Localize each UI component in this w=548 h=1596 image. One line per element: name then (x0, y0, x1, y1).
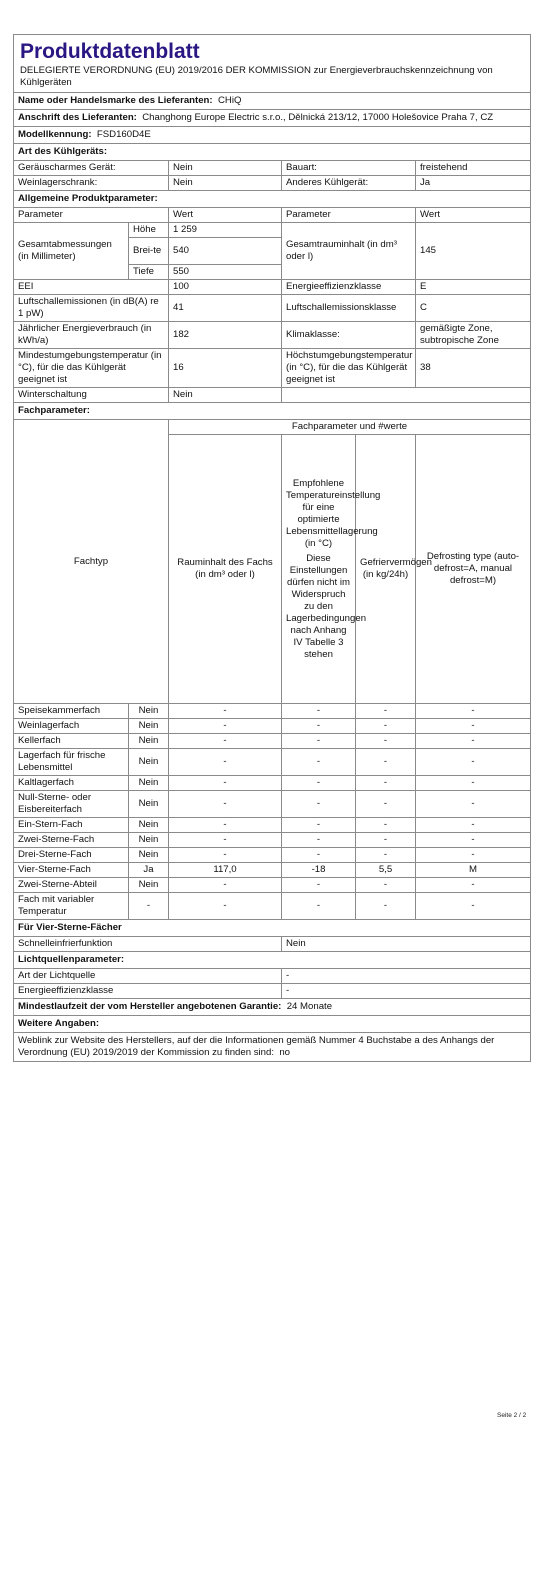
compartment-present: Nein (129, 704, 169, 719)
compartment-temp: - (282, 893, 356, 920)
param-value: 41 (169, 295, 282, 322)
compartment-row (14, 833, 531, 848)
supplier-row (14, 93, 531, 110)
compartment-volume: - (169, 833, 282, 848)
compartment-volume: - (169, 734, 282, 749)
dimension-name: Brei-te (129, 238, 169, 265)
page-number: Seite 2 / 2 (497, 1412, 527, 1419)
compartment-freeze: - (356, 734, 416, 749)
compartment-name: Ein-Stern-Fach (14, 818, 129, 833)
light-heading: Lichtquellenparameter: (14, 952, 531, 969)
compartment-temp: - (282, 704, 356, 719)
further-heading: Weitere Angaben: (14, 1016, 531, 1033)
compartment-temp: - (282, 776, 356, 791)
compartment-freeze: - (356, 704, 416, 719)
param-col-header: Parameter (14, 208, 169, 223)
light-source-value: - (282, 969, 531, 984)
compartment-freeze: - (356, 848, 416, 863)
param-label: Luftschallemissionen (in dB(A) re 1 pW) (14, 295, 169, 322)
light-efficiency-label: Energieeffizienzklasse (14, 984, 282, 999)
dimensions-label: Gesamtabmessungen (in Millimeter) (14, 223, 129, 280)
compartment-name: Zwei-Sterne-Fach (14, 833, 129, 848)
compartment-freeze: - (356, 791, 416, 818)
fast-freeze-value: Nein (282, 937, 531, 952)
compartment-volume: - (169, 776, 282, 791)
compartment-name: Lagerfach für frische Lebensmittel (14, 749, 129, 776)
sheet-title: Produktdatenblatt (20, 40, 200, 63)
param-label: Jährlicher Energieverbrauch (in kWh/a) (14, 322, 169, 349)
warranty-value: 24 Monate (286, 1001, 333, 1012)
dimension-name: Höhe (129, 223, 169, 238)
further-text: Weblink zur Website des Herstellers, auf der die Informationen gemäß Nummer 4 Buchstabe a des Anhangs der Verordnung (EU) 2019/2019 der Kommission zu finden sind: (18, 1035, 495, 1058)
winter-label: Winterschaltung (14, 388, 169, 403)
compartment-name: Kaltlagerfach (14, 776, 129, 791)
compartment-name: Null-Sterne- oder Eisbereiterfach (14, 791, 129, 818)
compartment-defrost: - (416, 704, 531, 719)
compartment-temp: - (282, 833, 356, 848)
dimension-name: Tiefe (129, 265, 169, 280)
total-volume-label: Gesamtrauminhalt (in dm³ oder l) (282, 223, 416, 280)
compartment-volume: - (169, 749, 282, 776)
compartment-volume: - (169, 719, 282, 734)
param-value: 16 (169, 349, 282, 388)
dimension-value: 540 (169, 238, 282, 265)
dimension-value: 550 (169, 265, 282, 280)
compartment-row (14, 734, 531, 749)
param-label: Mindestumgebungstemperatur (in °C), für die das Kühlgerät geeignet ist (14, 349, 169, 388)
compartment-row (14, 719, 531, 734)
compartment-freeze: - (356, 818, 416, 833)
compartment-rows (14, 704, 531, 920)
compartment-present: - (129, 893, 169, 920)
wine-cabinet-label: Weinlagerschrank: (14, 176, 169, 191)
compartment-defrost: - (416, 893, 531, 920)
compartment-defrost: - (416, 833, 531, 848)
compartment-present: Ja (129, 863, 169, 878)
param-value: gemäßigte Zone, subtropische Zone (416, 322, 531, 349)
product-data-sheet (13, 34, 530, 1062)
compartment-volume: - (169, 704, 282, 719)
compartment-name: Drei-Sterne-Fach (14, 848, 129, 863)
compartment-freeze: - (356, 776, 416, 791)
compartment-present: Nein (129, 749, 169, 776)
compartment-present: Nein (129, 833, 169, 848)
compartment-defrost: - (416, 818, 531, 833)
value-col-header: Wert (169, 208, 282, 223)
param-label: EEI (14, 280, 169, 295)
compartment-row (14, 776, 531, 791)
compartment-temp: - (282, 818, 356, 833)
compartment-volume: - (169, 818, 282, 833)
light-efficiency-value: - (282, 984, 531, 999)
model-row (14, 127, 531, 144)
compartment-defrost: - (416, 776, 531, 791)
compartment-row (14, 893, 531, 920)
compartment-name: Fach mit variabler Temperatur (14, 893, 129, 920)
compartment-name: Speisekammerfach (14, 704, 129, 719)
value-col-header-2: Wert (416, 208, 531, 223)
compartment-freeze-header: Gefriervermögen (in kg/24h) (356, 435, 416, 704)
compartment-defrost: - (416, 791, 531, 818)
four-star-heading: Für Vier-Sterne-Fächer (14, 920, 531, 937)
compartment-freeze: - (356, 878, 416, 893)
other-appliance-label: Anderes Kühlgerät: (282, 176, 416, 191)
compartment-freeze: - (356, 719, 416, 734)
winter-value: Nein (169, 388, 282, 403)
supplier-value: CHiQ (217, 95, 242, 106)
compartment-defrost: - (416, 749, 531, 776)
compartment-present: Nein (129, 791, 169, 818)
compartment-row (14, 848, 531, 863)
design-value: freistehend (416, 161, 531, 176)
param-value: 182 (169, 322, 282, 349)
compartment-temp: - (282, 719, 356, 734)
other-appliance-value: Ja (416, 176, 531, 191)
compartment-volume: - (169, 893, 282, 920)
warranty-label: Mindestlaufzeit der vom Hersteller angebotenen Garantie: (18, 1001, 282, 1012)
compartment-defrost: - (416, 734, 531, 749)
compartment-defrost: - (416, 719, 531, 734)
compartment-name: Zwei-Sterne-Abteil (14, 878, 129, 893)
regulation-intro: DELEGIERTE VERORDNUNG (EU) 2019/2016 DER KOMMISSION zur Energieverbrauchskennzeichnung von Kühlgeräten (20, 65, 493, 88)
compartment-name: Vier-Sterne-Fach (14, 863, 129, 878)
compartment-present: Nein (129, 878, 169, 893)
further-info (14, 1033, 531, 1062)
model-value: FSD160D4E (96, 129, 151, 140)
compartment-volume: - (169, 791, 282, 818)
compartment-row (14, 818, 531, 833)
compartment-present: Nein (129, 818, 169, 833)
compartment-temp: -18 (282, 863, 356, 878)
param-value: 100 (169, 280, 282, 295)
empty-cell (282, 388, 531, 403)
temp-header-text: Empfohlene Temperatureinstellung für eine optimierte Lebensmittellagerung (in °C) (286, 477, 381, 549)
compartment-defrost-header: Defrosting type (auto-defrost=A, manual defrost=M) (416, 435, 531, 704)
supplier-label: Name oder Handelsmarke des Lieferanten: (18, 95, 213, 106)
compartment-volume: - (169, 878, 282, 893)
address-label: Anschrift des Lieferanten: (18, 112, 137, 123)
compartment-row (14, 749, 531, 776)
compartment-volume: 117,0 (169, 863, 282, 878)
compartment-present: Nein (129, 719, 169, 734)
compartment-temp: - (282, 848, 356, 863)
address-row (14, 110, 531, 127)
param-value: 38 (416, 349, 531, 388)
fast-freeze-label: Schnelleinfrierfunktion (14, 937, 282, 952)
light-source-label: Art der Lichtquelle (14, 969, 282, 984)
title-block (14, 35, 531, 93)
general-heading: Allgemeine Produktparameter: (14, 191, 531, 208)
compartment-name: Kellerfach (14, 734, 129, 749)
compartment-defrost: M (416, 863, 531, 878)
compartment-defrost: - (416, 848, 531, 863)
low-noise-value: Nein (169, 161, 282, 176)
compartment-freeze: 5,5 (356, 863, 416, 878)
compartment-present: Nein (129, 776, 169, 791)
compartment-freeze: - (356, 749, 416, 776)
compartment-freeze: - (356, 893, 416, 920)
design-label: Bauart: (282, 161, 416, 176)
compartment-heading: Fachparameter: (14, 403, 531, 420)
compartment-row (14, 863, 531, 878)
compartment-row (14, 878, 531, 893)
address-value: Changhong Europe Electric s.r.o., Dělnická 213/12, 17000 Holešovice Praha 7, CZ (142, 112, 494, 123)
low-noise-label: Geräuscharmes Gerät: (14, 161, 169, 176)
total-volume-value: 145 (416, 223, 531, 280)
param-label: Luftschallemissionsklasse (282, 295, 416, 322)
compartment-name: Weinlagerfach (14, 719, 129, 734)
compartment-temp: - (282, 749, 356, 776)
param-value: E (416, 280, 531, 295)
compartment-defrost: - (416, 878, 531, 893)
compartment-temp: - (282, 791, 356, 818)
param-label: Energieeffizienzklasse (282, 280, 416, 295)
param-label: Höchstumgebungstemperatur (in °C), für die das Kühlgerät geeignet ist (282, 349, 416, 388)
compartment-present: Nein (129, 848, 169, 863)
compartment-volume-header: Rauminhalt des Fachs (in dm³ oder l) (169, 435, 282, 704)
model-label: Modellkennung: (18, 129, 92, 140)
compartment-temp: - (282, 878, 356, 893)
warranty-row (14, 999, 531, 1016)
type-section-heading: Art des Kühlgeräts: (14, 144, 531, 161)
dimension-value: 1 259 (169, 223, 282, 238)
compartment-present: Nein (129, 734, 169, 749)
wine-cabinet-value: Nein (169, 176, 282, 191)
compartment-temp: - (282, 734, 356, 749)
compartment-row (14, 704, 531, 719)
param-label: Klimaklasse: (282, 322, 416, 349)
compartment-row (14, 791, 531, 818)
compartment-group-header: Fachparameter und #werte (169, 420, 531, 435)
compartment-temp-header (282, 435, 381, 704)
data-sheet-table (13, 34, 531, 1062)
param-col-header-2: Parameter (282, 208, 416, 223)
compartment-freeze: - (356, 833, 416, 848)
compartment-volume: - (169, 848, 282, 863)
temp-header-note: Diese Einstellungen dürfen nicht im Widerspruch zu den Lagerbedingungen nach Anhang IV Tabelle 3 stehen (286, 552, 367, 660)
param-value: C (416, 295, 531, 322)
further-value: no (279, 1047, 290, 1058)
compartment-type-header: Fachtyp (14, 420, 169, 704)
